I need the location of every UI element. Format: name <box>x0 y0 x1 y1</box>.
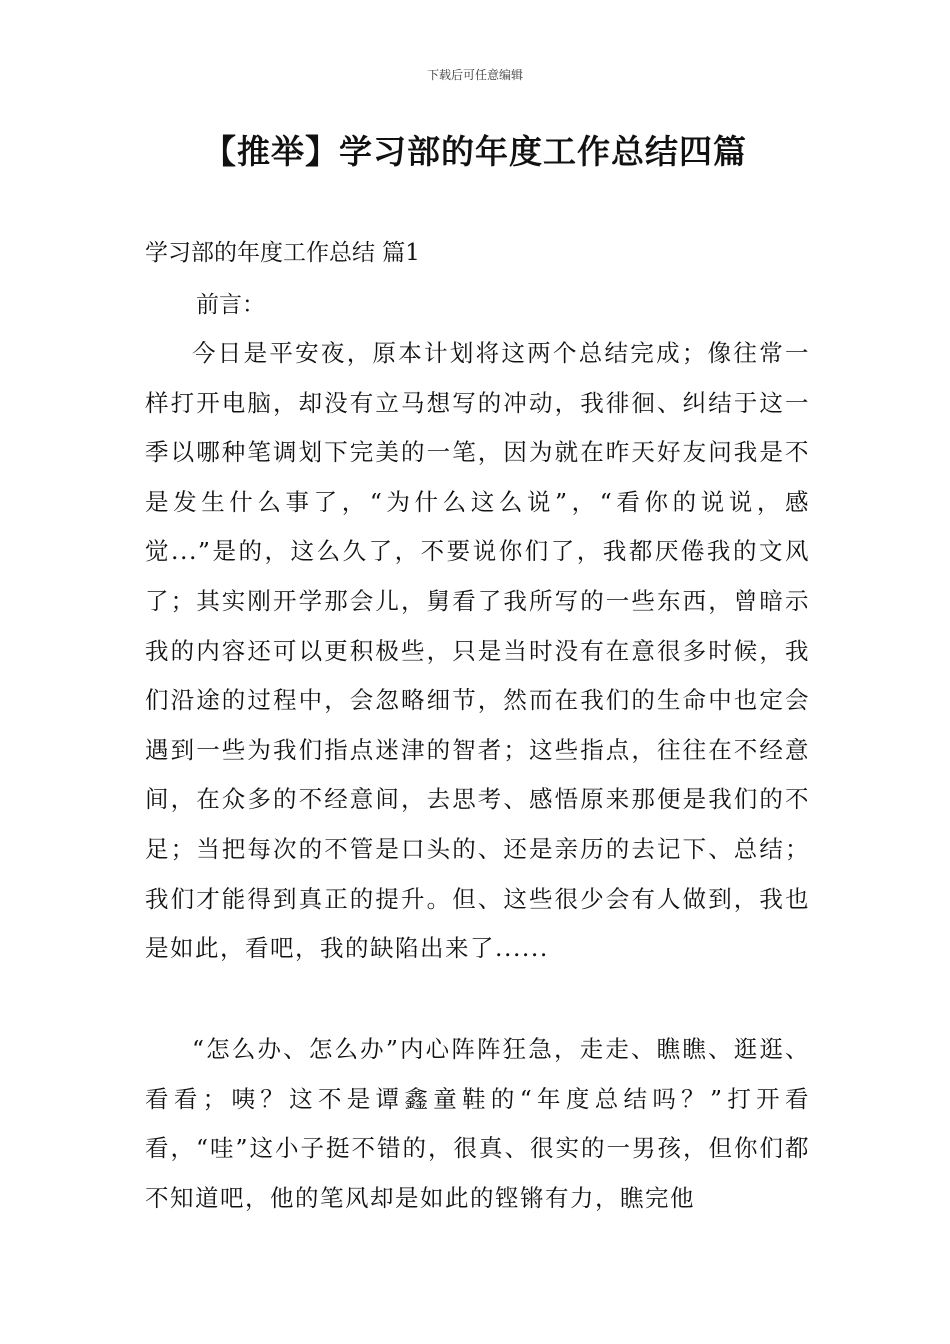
section-heading: 学习部的年度工作总结 篇1 <box>145 240 420 266</box>
document-title: 【推举】学习部的年度工作总结四篇 <box>203 132 747 171</box>
preface-label: 前言： <box>196 292 265 318</box>
header-note: 下载后可任意编辑 <box>426 68 523 82</box>
body-paragraph-1: 今日是平安夜，原本计划将这两个总结完成；像往常一样打开电脑，却没有立马想写的冲动，我徘徊、纠结于这一季以哪种笔调划下完美的一笔，因为就在昨天好友问我是不是发生什么事了，“为什么这么说”，“看你的说说，感觉...”是的，这么久了，不要说你们了，我都厌倦我的文风了；其实刚开学那会儿，舅看了我所写的一些东西，曾暗示我的内容还可以更积极些，只是当时没有在意很多时候，我们沿途的过程中，会忽略细节，然而在我们的生命中也定会遇到一些为我们指点迷津的智者；这些指点，往往在不经意间，在众多的不经意间，去思考、感悟原来那便是我们的不足；当把每次的不管是口头的、还是亲历的去记下、总结；我们才能得到真正的提升。但、这些很少会有人做到，我也是如此，看吧，我的缺陷出来了...... <box>145 339 810 963</box>
body-paragraph-2: “怎么办、怎么办”内心阵阵狂急，走走、瞧瞧、逛逛、看看；咦？这不是谭鑫童鞋的“年度总结吗？”打开看看，“哇”这小子挺不错的，很真、很实的一男孩，但你们都不知道吧，他的笔风却是如此的铿锵有力，瞧完他 <box>145 1035 810 1212</box>
